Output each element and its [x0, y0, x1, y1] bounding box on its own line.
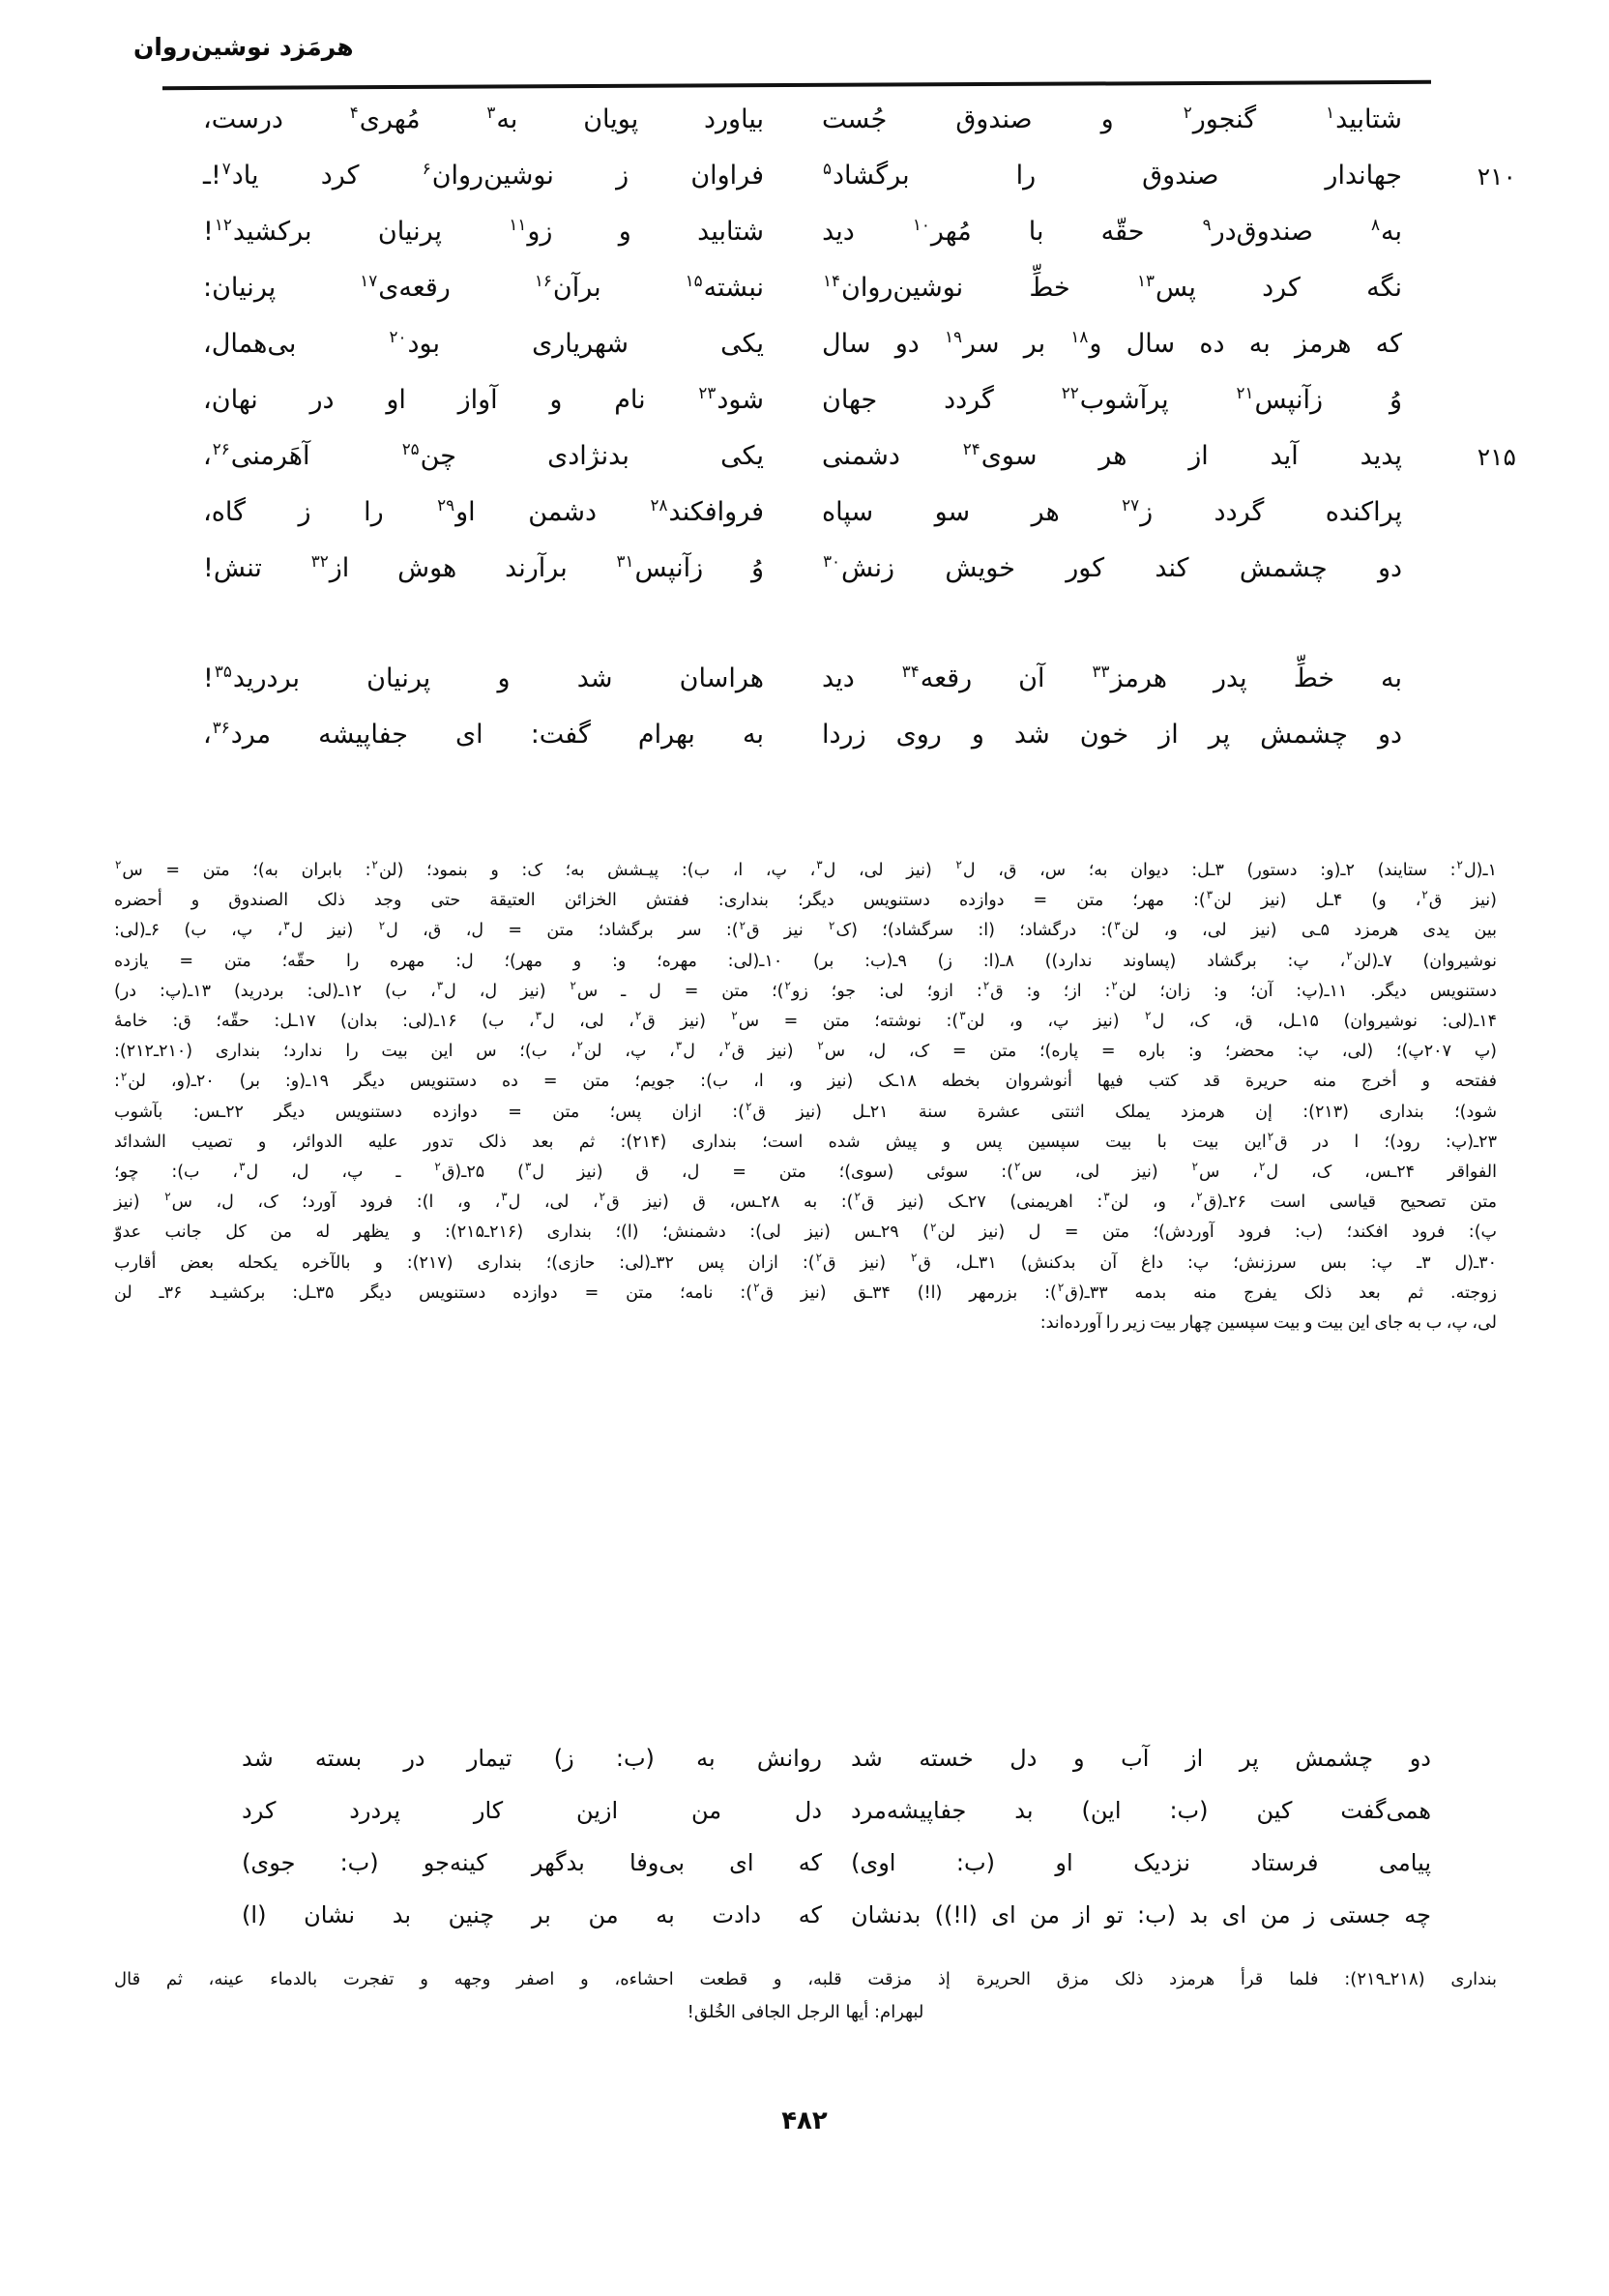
- verse-line: [145, 1797, 1460, 1849]
- hemistich-second: وُ زآنپس$^{۳۱}$ برآرند هوش از$^{۳۲}$ تنش!: [203, 551, 764, 583]
- hemistich-first: به$^۸$ صندوق‌در$^۹$ حقّه با مُهر$^{۱۰}$ دید: [822, 215, 1402, 247]
- verse-line: [145, 720, 1460, 776]
- verse-line: [145, 329, 1460, 385]
- hemistich-second: نبشته$^{۱۵}$ برآن$^{۱۶}$ رقعه‌ی$^{۱۷}$ پرنیان:: [203, 271, 764, 303]
- verse-line: [145, 1901, 1460, 1954]
- hemistich-second: که ای بی‌وفا بدگهر کینه‌جو (ب: جوی): [242, 1849, 822, 1876]
- hemistich-second: که دادت به من بر چنین بد نشان (ا): [242, 1901, 822, 1928]
- verse-block: [145, 103, 1516, 776]
- arabic-quotation-line-2: لبهرام: أیها الرجل الجافی الخُلق!: [687, 2002, 924, 2022]
- apparatus-line: (نیز ق$^۲$، و) ۴ـل (نیز لن$^۳$): مهر؛ متن = دوازده دستنویس دیگر؛ بنداری: ففتش الخزائن العتیقة حتی وجد ذلک الصندوق و أحضره: [114, 888, 1497, 911]
- hemistich-first: شتابید$^۱$ گنجور$^۲$ و صندوق جُست: [822, 103, 1402, 134]
- apparatus-line: لی، پ، ب به جای این بیت و بیت سپسین چهار بیت زیر را آورده‌اند:: [1039, 1313, 1497, 1334]
- arabic-quotation-line-1: بنداری (۲۱۸ـ۲۱۹): فلما قرأ هرمزد ذلک مزق الحریرة إذ مزقت قلبه، و قطعت احشاءه، و اصفر وجهه و تفجرت بالدماء عینه، ثم قال: [114, 1969, 1497, 1989]
- verse-line: [145, 385, 1460, 441]
- running-head: [116, 33, 1489, 61]
- hemistich-first: پدید آید از هر سوی$^{۲۴}$ دشمنی ۲۱۵: [822, 439, 1516, 471]
- apparatus-line: ففتحه و أخرج منه حریرة قد کتب فیها أنوشروان بخطه ۱۸ـک (نیز و، ا، ب): جویم؛ متن = ده دستنویس دیگر ۱۹ـ(و: بر) ۲۰ـ(و، لن$^۲$:: [114, 1069, 1497, 1092]
- critical-apparatus: [114, 856, 1497, 1339]
- hemistich-first: که هرمز به ده سال و$^{۱۸}$ بر سر$^{۱۹}$ دو سال: [822, 327, 1402, 359]
- hemistich-first: به خطِّ پدر هرمز$^{۳۳}$ آن رقعه$^{۳۴}$ دید: [822, 662, 1402, 693]
- apparatus-line: زوجته. ثم بعد ذلک یفرج منه بدمه ۳۳ـ(ق$^۲$): بزرمهر (ا!) ۳۴ـق (نیز ق$^۲$): نامه؛ متن = دوازده دستنویس دیگر ۳۵ـل: برکشیـد ۳۶ـ لن: [114, 1280, 1497, 1303]
- verse-line: [145, 1745, 1460, 1797]
- hemistich-second: یکی بدنژادی چن$^{۲۵}$ آهَرمنی$^{۲۶}$،: [203, 439, 764, 471]
- header-rule-divider: [162, 80, 1431, 90]
- hemistich-first: دو چشمش پر از خون شد و روی زردا: [822, 720, 1402, 750]
- verse-number: ۲۱۵: [1477, 443, 1516, 471]
- apparatus-line: (پ ۲۰۷پ)؛ (لی، پ: محضر؛ و: باره = پاره)؛ متن = ک، ل، س$^۲$ (نیز ق$^۲$، ل$^۳$، پ، لن$^۲$، ب)؛ س این بیت را ندارد؛ بنداری (۲۱۰ـ۲۱۲):: [114, 1039, 1498, 1062]
- hemistich-second: هراسان شد و پرنیان بردرید$^{۳۵}$!: [203, 662, 764, 693]
- apparatus-line: متن تصحیح قیاسی است ۲۶ـ(ق$^۲$، و، لن$^۳$: اهریمنی) ۲۷ـک (نیز ق$^۲$): به ۲۸ـس، ق (نیز ق$^۲$، لی، ل$^۳$، و، ا): فرود آورد؛ ک، ل، س$^۲$ (نیز: [114, 1190, 1497, 1213]
- running-head-area: [0, 33, 1609, 101]
- verse-line: [145, 273, 1460, 329]
- stanza-one: [145, 103, 1516, 609]
- apparatus-line: نوشیروان) ۷ـ(لن$^۲$، پ: برگشاد (پساوند ندارد)) ۸ـ(ا: ز) ۹ـ(ب: بر) ۱۰ـ(لی: مهره؛ و: و مهر)؛ ل: مهره را حقّه؛ متن = یازده: [114, 948, 1497, 971]
- hemistich-second: فراوان ز نوشین‌روان$^۶$ کرد یاد$^۷$!ـ: [203, 159, 764, 191]
- hemistich-first: همی‌گفت کین (ب: این) بد جفاپیشه‌مرد: [851, 1797, 1431, 1824]
- apparatus-line: دستنویس دیگر. ۱۱ـ(پ: آن؛ و: زان؛ لن$^۲$: از؛ و: ق$^۲$: ازو؛ لی: جو؛ زو$^۲$)؛ متن = ل ـ س$^۲$ (نیز ل، ل$^۳$، ب) ۱۲ـ(لی: بردرید) ۱۳ـ(پ: در): [114, 978, 1497, 1001]
- verse-line: [145, 553, 1460, 609]
- stanza-gap: [145, 609, 1460, 663]
- hemistich-first: پیامی فرستاد نزدیک او (ب: اوی): [851, 1849, 1431, 1876]
- hemistich-first: چه جستی ز من ای بد (ب: تو از من ای (ا!)) بدنشان: [851, 1901, 1431, 1928]
- verse-line: [145, 663, 1460, 720]
- apparatus-line: ۱۴ـ(لی: نوشیروان) ۱۵ـل، ق، ک، ل$^۲$ (نیز پ، و، لن$^۳$): نوشته؛ متن = س$^۲$ (نیز ق$^۲$، لی، ل$^۳$، ب) ۱۶ـ(لی: بدان) ۱۷ـل: حقّه؛ ق: خامهٔ: [114, 1009, 1498, 1032]
- verse-line: [145, 1849, 1460, 1901]
- verse-line: [145, 497, 1460, 553]
- verse-line: [145, 104, 1460, 161]
- verse-number: ۲۱۰: [1477, 162, 1516, 191]
- apparatus-line: ۱ـ(ل$^۲$: ستایند) ۲ـ(و: دستور) ۳ـل: دیوان به؛ س، ق، ل$^۲$ (نیز لی، ل$^۳$، پ، ا، ب): پیـشش به؛ ک: و بنمود؛ (لن$^۲$: بابران به)؛ متن = س$^۲$: [115, 858, 1498, 880]
- hemistich-first: وُ زآنپس$^{۲۱}$ پرآشوب$^{۲۲}$ گردد جهان: [822, 383, 1402, 415]
- apparatus-line: ۳۰ـ(ل ۳ـ پ: بس سرزنش؛ پ: داغ آن بدکنش) ۳۱ـل، ق$^۲$ (نیز ق$^۲$): ازان پس ۳۲ـ(لی: حازی)؛ بنداری (۲۱۷): و بالآخره یکحله بعض أقارب: [114, 1250, 1498, 1273]
- arabic-quotation-block: [114, 1963, 1497, 2029]
- page-number: ۴۸۲: [781, 2106, 828, 2135]
- hemistich-second: بیاورد پویان به$^۳$ مُهری$^۴$ درست،: [203, 103, 764, 134]
- hemistich-second: دل من ازین کار پردرد کرد: [242, 1797, 822, 1824]
- verse-line: [145, 439, 1516, 497]
- running-head-text: هرمَزد نوشین‌روان: [132, 33, 354, 61]
- hemistich-first: نگه کرد پس$^{۱۳}$ خطِّ نوشین‌روان$^{۱۴}$: [823, 271, 1402, 303]
- verse-line: [145, 159, 1516, 217]
- apparatus-line: الفواقر ۲۴ـس، ک، ل$^۲$، س$^۲$ (نیز لی، س$^۲$): سوئی (سوی)؛ متن = ل، ق (نیز ل$^۳$) ۲۵ـ(ق$^۲$ ـ پ، ل، ل$^۳$، ب): چو؛: [114, 1160, 1497, 1183]
- apparatus-line: ۲۳ـ(پ: رود)؛ ا در ق$^۲$این بیت با بیت سپسین پس و پیش شده است؛ بنداری (۲۱۴): ثم بعد ذلک تدور علیه الدوائر، و تصیب الشدائد: [114, 1130, 1497, 1152]
- alternate-verses: [145, 1745, 1460, 1954]
- hemistich-second: به بهرام گفت: ای جفاپیشه مرد$^{۳۶}$،: [203, 718, 764, 750]
- hemistich-first: جهاندار صندوق را برگشاد$^۵$ ۲۱۰: [823, 159, 1516, 191]
- hemistich-first: پراکنده گردد ز$^{۲۷}$ هر سو سپاه: [822, 495, 1402, 527]
- hemistich-first: دو چشمش پر از آب و دل خسته شد: [851, 1745, 1431, 1772]
- hemistich-second: فروافکند$^{۲۸}$ دشمن او$^{۲۹}$ را ز گاه،: [203, 495, 764, 527]
- verse-line: [145, 217, 1460, 273]
- hemistich-second: شود$^{۲۳}$ نام و آواز او در نهان،: [203, 383, 764, 415]
- hemistich-second: روانش به (ب: ز) تیمار در بسته شد: [242, 1745, 822, 1772]
- apparatus-line: بین یدی هرمزد ۵ـی (نیز لی، و، لن$^۳$): درگشاد؛ (ا: سرگشاد)؛ (ک$^۲$ نیز ق$^۲$): سر برگشاد؛ متن = ل، ق، ل$^۲$ (نیز ل$^۳$، پ، ب) ۶ـ(لی:: [114, 918, 1497, 941]
- stanza-two: [145, 663, 1460, 776]
- hemistich-first: دو چشمش کند کور خویش زنش$^{۳۰}$: [823, 551, 1402, 583]
- apparatus-line: پ): فرود افکند؛ (ب: فرود آوردش)؛ متن = ل (نیز لن$^۲$) ۲۹ـس (نیز لی): دشمنش؛ (ا)؛ بنداری (۲۱۶ـ۲۱۵): و یظهر له من کل جانب عدوّ: [114, 1220, 1497, 1243]
- apparatus-line: شود)؛ بنداری (۲۱۳): إن هرمزد یملک اثنتی عشرة سنة ۲۱ـل (نیز ق$^۲$): ازان پس؛ متن = دوازده دستنویس دیگر ۲۲ـس: بآشوب: [114, 1099, 1498, 1122]
- hemistich-second: شتابید و زو$^{۱۱}$ پرنیان برکشید$^{۱۲}$!: [203, 215, 764, 247]
- hemistich-second: یکی شهریاری بود$^{۲۰}$ بی‌همال،: [203, 327, 764, 359]
